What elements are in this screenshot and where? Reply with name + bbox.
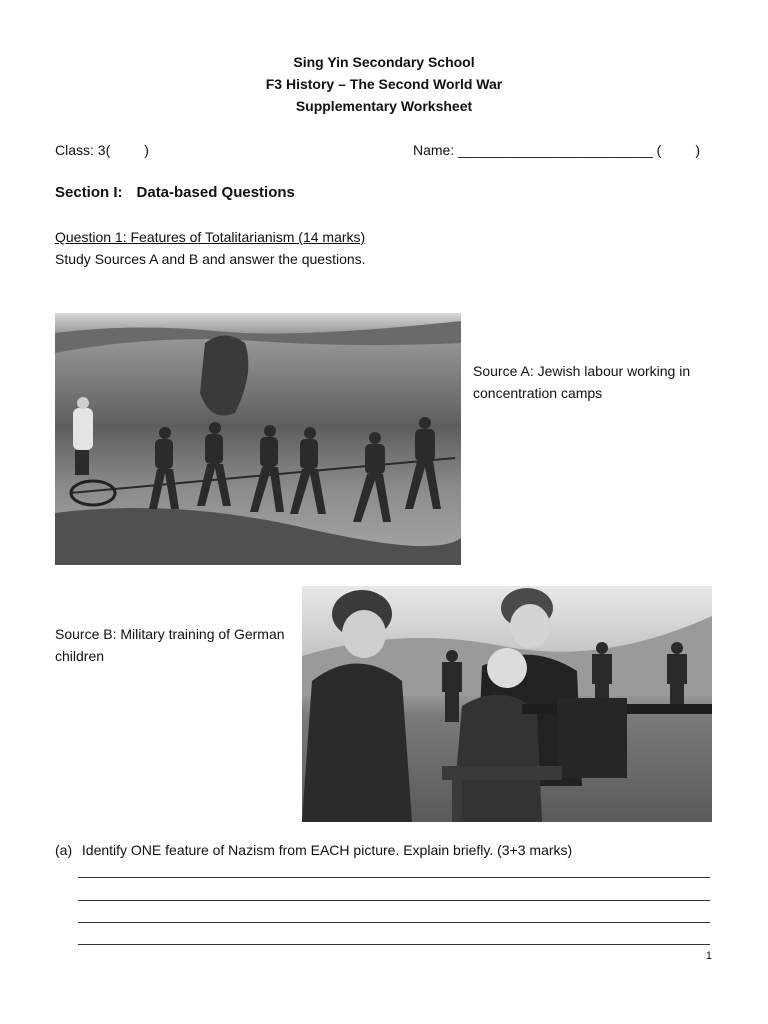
worksheet-title: Supplementary Worksheet bbox=[295, 98, 473, 114]
section-label: Section I: bbox=[55, 184, 123, 201]
question-instruction: Study Sources A and B and answer the questions. bbox=[55, 251, 366, 267]
class-field bbox=[55, 142, 149, 158]
worksheet-subject: F3 History – The Second World War bbox=[265, 76, 503, 92]
part-a-label: (a) bbox=[55, 842, 73, 858]
class-label: Class: 3( bbox=[55, 142, 111, 158]
name-label: Name: bbox=[413, 142, 455, 158]
source-a-photo bbox=[55, 313, 461, 565]
number-open: ( bbox=[656, 142, 662, 158]
page-number: 1 bbox=[705, 950, 712, 962]
school-name: Sing Yin Secondary School bbox=[293, 54, 475, 70]
number-close: ) bbox=[695, 142, 701, 158]
name-blank: _________________________ bbox=[458, 142, 653, 158]
answer-line[interactable] bbox=[78, 922, 710, 923]
source-b-caption: Source B: Military training of German children bbox=[55, 626, 285, 664]
part-a-text: Identify ONE feature of Nazism from EACH picture. Explain briefly. (3+3 marks) bbox=[81, 842, 573, 858]
section-title: Data-based Questions bbox=[136, 184, 295, 201]
answer-line[interactable] bbox=[78, 877, 710, 878]
question-part-a bbox=[55, 842, 572, 858]
name-field bbox=[413, 142, 700, 158]
answer-line[interactable] bbox=[78, 944, 710, 945]
source-b-photo bbox=[302, 586, 712, 822]
answer-line[interactable] bbox=[78, 900, 710, 901]
class-close: ) bbox=[144, 142, 149, 158]
source-a-caption: Source A: Jewish labour working in concentration camps bbox=[473, 363, 691, 401]
question-title: Question 1: Features of Totalitarianism (14 marks) bbox=[55, 229, 366, 245]
section-heading bbox=[55, 184, 295, 201]
